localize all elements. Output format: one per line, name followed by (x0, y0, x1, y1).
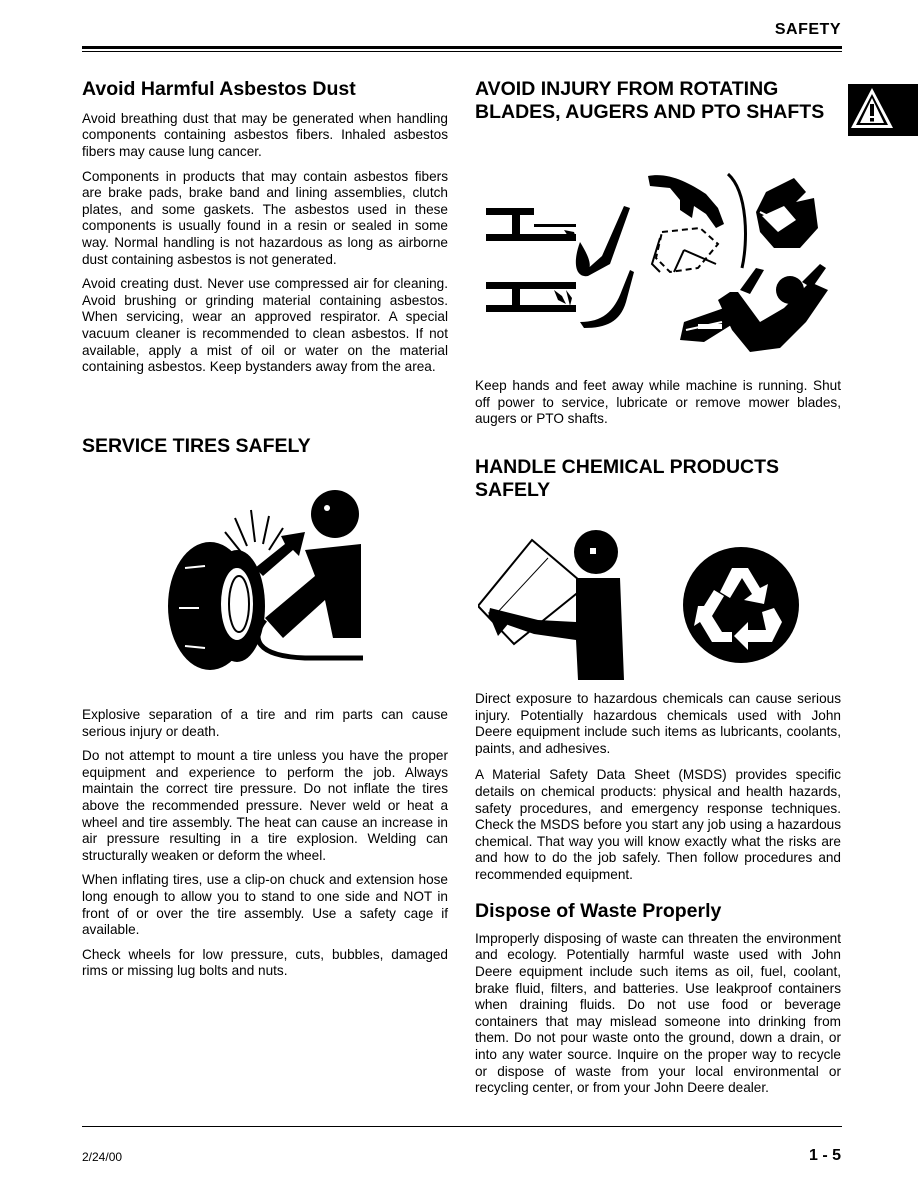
rotating-text (475, 378, 841, 428)
chemical-text (475, 691, 841, 884)
rotating-parts-hazard-icon (484, 172, 834, 362)
section-title-asbestos: Avoid Harmful Asbestos Dust (82, 78, 356, 100)
rotating-section (475, 78, 841, 124)
header-rule-thin (82, 51, 842, 52)
paragraph: Avoid breathing dust that may be generated when handling components containing asbestos fibers. Inhaled asbestos fibers may cause lung cancer. (82, 110, 448, 159)
paragraph: A Material Safety Data Sheet (MSDS) provides specific details on chemical products: physical and health hazards, safety procedures, and emergency response techniques. Check the MSDS before you start any job using a hazardous chemical. That way you will know exactly what the risks are and how to do the job safely. Then follow procedures and recommended equipment. (475, 767, 841, 882)
chemical-section (475, 456, 841, 502)
tires-section (82, 435, 448, 458)
page-number: 1 - 5 (808, 1147, 841, 1164)
paragraph: Check wheels for low pressure, cuts, bubbles, damaged rims or missing lug bolts and nuts. (82, 946, 448, 979)
waste-section (475, 900, 841, 1097)
paragraph: When inflating tires, use a clip-on chuck and extension hose long enough to allow you to stand to one side and NOT in front of or over the tire assembly. Use a safety cage if available. (82, 872, 448, 938)
section-label: SAFETY (774, 21, 841, 38)
header-rule (82, 46, 842, 49)
section-title-waste: Dispose of Waste Properly (475, 900, 722, 922)
paragraph: Do not attempt to mount a tire unless you have the proper equipment and experience to perform the job. Always maintain the correct tire pressure. Do not inflate the tires above the recommended pressure. Never weld or heat a wheel and tire assembly. The heat can cause an increase in air pressure resulting in a tire explosion. Welding can structurally weaken or deform the wheel. (82, 748, 448, 863)
section-title-chemical: HANDLE CHEMICAL PRODUCTS SAFELY (475, 456, 780, 501)
section-title-rotating: AVOID INJURY FROM ROTATING BLADES, AUGERS AND PTO SHAFTS (475, 78, 825, 123)
recycle-icon (682, 546, 800, 664)
warning-triangle-icon (848, 84, 918, 136)
paragraph: Components in products that may contain asbestos fibers are brake pads, brake band and lining assemblies, clutch plates, and some gaskets. The asbestos used in these components is usually found in a resin or sealed in some way. Normal handling is not hazardous as long as airborne dust containing asbestos is not generated. (82, 168, 448, 267)
paragraph: Avoid creating dust. Never use compressed air for cleaning. Avoid brushing or grinding material containing asbestos. When servicing, wear an approved respirator. A special vacuum cleaner is recommended to clean asbestos. If not available, apply a mist of oil or water on the material containing asbestos. Keep bystanders away from the area. (82, 276, 448, 375)
paragraph: Keep hands and feet away while machine is running. Shut off power to service, lubricate or remove mower blades, augers or PTO shafts. (475, 378, 841, 427)
paragraph: Direct exposure to hazardous chemicals can cause serious injury. Potentially hazardous chemicals used with John Deere equipment include such items as lubricants, coolants, paints, and adhesives. (475, 691, 841, 756)
paragraph: Improperly disposing of waste can threaten the environment and ecology. Potentially harmful waste used with John Deere equipment include such items as oil, fuel, coolant, brake fluid, filters, and batteries. Use leakproof containers when draining fluids. Do not use food or beverage containers that may mislead someone into drinking from them. Do not pour waste onto the ground, down a drain, or into any water source. Inquire on the proper way to recycle or dispose of waste from your local environmental or recycling center, or from your John Deere dealer. (475, 930, 841, 1096)
section-title-tires: SERVICE TIRES SAFELY (82, 435, 311, 457)
tire-inflation-hazard-icon (165, 488, 365, 672)
chemical-handling-icon (478, 528, 638, 682)
tires-text (82, 707, 448, 980)
asbestos-section (82, 78, 448, 376)
safety-tab (848, 84, 918, 136)
footer-rule (82, 1126, 842, 1127)
paragraph: Explosive separation of a tire and rim parts can cause serious injury or death. (82, 707, 448, 739)
footer-date: 2/24/00 (82, 1150, 123, 1164)
